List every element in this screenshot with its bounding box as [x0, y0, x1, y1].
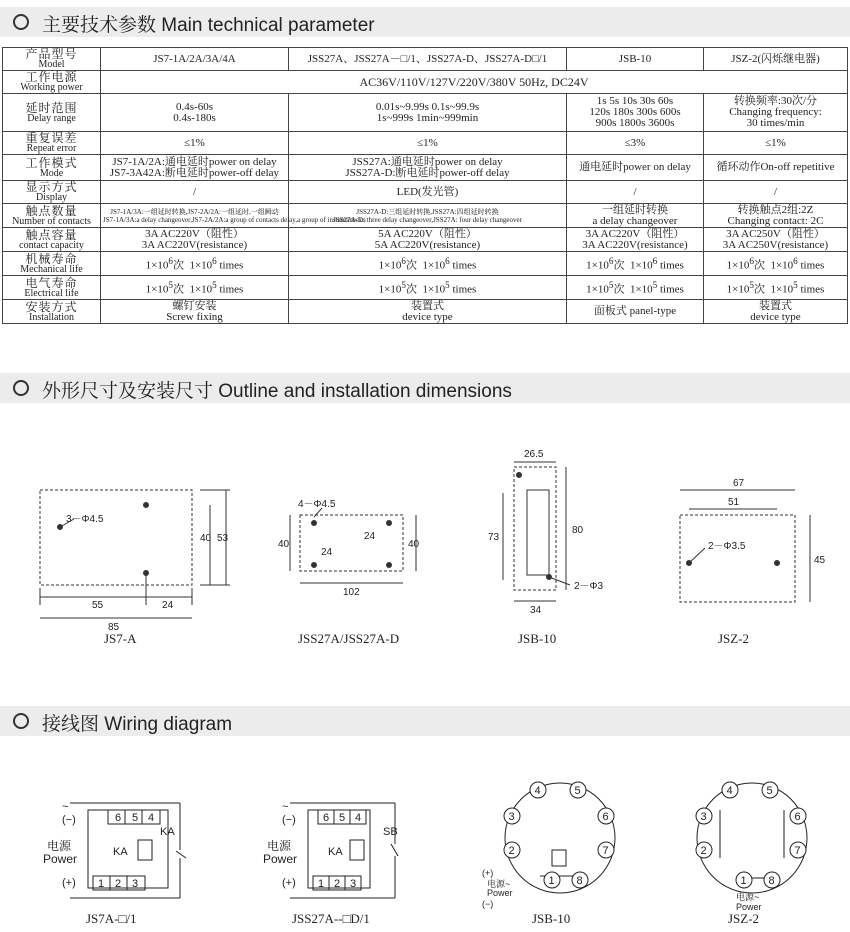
plus-label: (+) [282, 877, 296, 889]
pin-6: 6 [323, 812, 330, 824]
table-cell [289, 228, 567, 252]
cell-line: Changing contact: 2C [727, 214, 824, 227]
cell-line: JSS27A:通电延时power on delay [352, 155, 503, 168]
pin-4: 4 [355, 812, 362, 824]
caption-js7a: JS7-A [104, 631, 137, 646]
table-cell: $1\times 10^5$次 $1\times 10^5$ times [289, 276, 567, 300]
table-cell [289, 181, 567, 204]
table-cell [704, 181, 848, 204]
cell-line: / [773, 185, 778, 198]
table-cell [101, 132, 289, 155]
pin-5: 5 [339, 812, 346, 824]
cell-line: ≤3% [624, 136, 646, 149]
table-cell [289, 94, 567, 132]
pin-number: 4 [726, 785, 733, 797]
spec-table [2, 47, 848, 324]
table-cell [704, 132, 848, 155]
label-cn: 电气寿命 [25, 275, 78, 290]
table-row [3, 300, 848, 324]
pin-2: 2 [334, 878, 341, 890]
pin-3: 3 [350, 878, 357, 890]
table-row [3, 71, 848, 94]
table-cell [101, 300, 289, 324]
table-cell: $1\times 10^6$次 $1\times 10^6$ times [567, 252, 704, 276]
dim-24b: 24 [321, 547, 333, 558]
cell-line: JS7-1A/2A/3A/4A [153, 52, 236, 65]
pin-number: 7 [794, 845, 801, 857]
cell-line: 3A AC250V（阻性） [726, 227, 825, 240]
pin-number: 4 [534, 785, 541, 797]
label-cn: 延时范围 [25, 100, 78, 115]
caption-jss27a: JSS27A/JSS27A-D [298, 631, 400, 646]
label-cn: 触点数量 [25, 203, 78, 218]
row-label [3, 204, 101, 228]
label-en: Display [35, 192, 68, 203]
label-en: contact capacity [19, 239, 84, 251]
table-cell [101, 228, 289, 252]
cell-line: JS7-3A42A:断电延时power-off delay [109, 166, 280, 179]
dim-hole: 4－Φ4.5 [298, 499, 336, 510]
cell-line: ≤1% [184, 136, 205, 149]
dim-24: 24 [364, 531, 376, 542]
table-cell [101, 94, 289, 132]
cell-line: JSS27A-D:三组延时转换,JSS27A:四组延时转换 [356, 207, 499, 216]
cell-line: 5A AC220V（阻性） [378, 227, 477, 240]
table-cell [567, 204, 704, 228]
cell-line: 3A AC220V（阻性） [145, 227, 244, 240]
power-en: Power [43, 852, 78, 866]
dim-55: 55 [92, 600, 104, 611]
table-cell [101, 48, 289, 71]
label-cn: 机械寿命 [25, 251, 78, 266]
cell-line: 3A AC220V(resistance) [582, 238, 688, 251]
table-cell: $1\times 10^6$次 $1\times 10^6$ times [289, 252, 567, 276]
contact-label: SB [383, 826, 398, 838]
cell-line: LED(发光管) [396, 185, 459, 198]
pin-number: 5 [766, 785, 773, 797]
caption-jsz2: JSZ-2 [718, 631, 750, 646]
pin-number: 8 [768, 875, 775, 887]
cell-line: 3A AC250V(resistance) [722, 238, 829, 251]
wiring-jss27a [263, 801, 398, 898]
table-cell [567, 155, 704, 181]
section-header-tech [0, 7, 850, 37]
dim-hole: 2－Φ3 [574, 581, 604, 592]
cell-line: 螺钉安装 [172, 299, 217, 312]
wiring-diagrams [0, 738, 850, 913]
table-cell [567, 300, 704, 324]
dim-34: 34 [530, 605, 542, 616]
cell-line: JSS27A-D: three delay changeover,JSS27A: four delay changeover [333, 215, 522, 224]
cell-line: 30 times/min [746, 117, 805, 129]
cell-line: 循环动作On-off repetitive [716, 161, 835, 173]
outline-diagrams [0, 405, 850, 650]
table-cell [704, 204, 848, 228]
cell-line: 900s 1800s 3600s [595, 117, 675, 129]
label-en: Installation [29, 311, 74, 323]
cell-line: 通电延时power on delay [579, 161, 691, 173]
circle-bullet-icon [13, 380, 29, 396]
cell-line: device type [402, 310, 453, 323]
cell-line: 1s~999s 1min~999min [376, 111, 479, 124]
circle-bullet-icon [13, 713, 29, 729]
row-label [3, 276, 101, 300]
table-cell [567, 228, 704, 252]
dim-102: 102 [343, 587, 360, 598]
table-row [3, 204, 848, 228]
table-cell: $1\times 10^5$次 $1\times 10^5$ times [567, 276, 704, 300]
table-cell [289, 132, 567, 155]
cell-line: JS7-1A/3A:一组延时转换,JS7-2A/2A:一组延时,一组瞬动 [110, 207, 279, 216]
pin-number: 7 [602, 845, 609, 857]
table-row [3, 276, 848, 300]
label-en: Repeat error [26, 143, 77, 154]
dim-53: 53 [217, 533, 229, 544]
table-cell: $1\times 10^6$次 $1\times 10^6$ times [704, 252, 848, 276]
table-cell [289, 155, 567, 181]
cell-line: 120s 180s 300s 600s [589, 106, 681, 118]
dim-51: 51 [728, 497, 740, 508]
circle-bullet-icon [13, 14, 29, 30]
power-cn: 电源 [267, 839, 292, 853]
pin-2: 2 [115, 878, 122, 890]
cell-line: 一组延时转换 [602, 203, 668, 216]
dim-hole: 2－Φ3.5 [708, 541, 746, 552]
label-en: Working power [20, 82, 83, 93]
label-cn: 产品型号 [25, 47, 78, 61]
dim-80: 80 [572, 525, 584, 536]
table-row [3, 94, 848, 132]
cell-line: Changing frequency: [729, 106, 822, 118]
cell-line: / [633, 185, 637, 198]
coil-label: KA [113, 846, 128, 858]
pin-number: 5 [574, 785, 581, 797]
table-row [3, 228, 848, 252]
table-cell [289, 300, 567, 324]
label-cn: 重复误差 [25, 131, 78, 145]
pin-3: 3 [132, 878, 139, 890]
power-en: Power [736, 902, 762, 912]
label-en: Delay range [27, 112, 76, 124]
caption-jss27a-wiring: JSS27A--□D/1 [292, 911, 370, 926]
pin-6: 6 [115, 812, 122, 824]
section-header-wiring [0, 706, 850, 736]
table-cell [567, 94, 704, 132]
cell-line: 装置式 [759, 299, 792, 312]
table-cell [704, 48, 848, 71]
cell-line: 0.01s~9.99s 0.1s~99.9s [375, 100, 480, 113]
row-label [3, 48, 101, 71]
outline-jsb10 [488, 449, 604, 616]
power-cn: 电源 [47, 839, 72, 853]
cell-line: 0.4s-60s [176, 100, 213, 113]
cell-line: a delay changeover [592, 214, 678, 227]
dim-26-5: 26.5 [524, 449, 544, 460]
wiring-jsz2 [697, 783, 807, 893]
label-cn: 显示方式 [25, 180, 78, 194]
dim-73: 73 [488, 532, 500, 543]
cell-line: JSS27A-D:断电延时power-off delay [345, 166, 510, 179]
table-cell [567, 181, 704, 204]
table-cell [101, 204, 366, 228]
label-en: Mechanical life [20, 263, 83, 275]
label-cn: 安装方式 [25, 299, 78, 314]
table-cell: $1\times 10^5$次 $1\times 10^5$ times [704, 276, 848, 300]
contact-label: KA [160, 826, 175, 838]
table-cell: $1\times 10^6$次 $1\times 10^6$ times [101, 252, 289, 276]
wiring-jsb10 [505, 783, 615, 893]
table-row [3, 48, 848, 71]
pin-5: 5 [132, 812, 139, 824]
power-en: Power [263, 852, 298, 866]
pin-number: 6 [794, 811, 801, 823]
cell-line: JSB-10 [618, 52, 652, 65]
cell-line: JSZ-2(闪烁继电器) [731, 52, 820, 65]
dim-67: 67 [733, 478, 745, 489]
cell-line: 3A AC220V(resistance) [141, 238, 248, 251]
row-label [3, 94, 101, 132]
cell-line: 1s 5s 10s 30s 60s [596, 95, 674, 107]
ac-label: ~ [62, 801, 69, 813]
pin-number: 2 [508, 845, 515, 857]
power-cn: 电源~ [487, 879, 511, 889]
cell-line: 0.4s-180s [173, 111, 216, 124]
label-en: Number of contacts [12, 215, 91, 227]
cell-line: 5A AC220V(resistance) [374, 238, 481, 251]
cell-line: JS7-1A/2A:通电延时power on delay [112, 155, 277, 168]
label-en: Mode [39, 167, 64, 179]
section-title: 外形尺寸及安装尺寸 Outline and installation dimensions [42, 381, 512, 402]
table-cell [101, 181, 289, 204]
pin-number: 1 [548, 875, 555, 887]
pin-number: 3 [700, 811, 707, 823]
dim-hole: 3－Φ4.5 [66, 514, 104, 525]
section-header-outline [0, 373, 850, 403]
pin-number: 8 [576, 875, 583, 887]
section-title: 主要技术参数 Main technical parameter [42, 15, 375, 36]
label-cn: 触点容量 [25, 227, 78, 242]
pin-4: 4 [148, 812, 155, 824]
cell-line: JS7-1A/3A:a delay changeover,JS7-2A/2A:a group of contacts delay,a group of instantaneous [103, 215, 366, 224]
power-cn: 电源~ [736, 892, 760, 902]
table-cell: $1\times 10^5$次 $1\times 10^5$ times [101, 276, 289, 300]
table-cell [101, 155, 289, 181]
plus-label: (+) [62, 877, 76, 889]
table-cell [289, 48, 567, 71]
row-label [3, 181, 101, 204]
table-cell [704, 300, 848, 324]
label-en: Model [38, 59, 65, 70]
pin-number: 1 [740, 875, 747, 887]
cell-line: ≤1% [765, 136, 786, 149]
dim-24: 24 [162, 600, 174, 611]
table-cell [567, 132, 704, 155]
table-row [3, 181, 848, 204]
table-row [3, 252, 848, 276]
table-cell [704, 228, 848, 252]
dim-40: 40 [200, 533, 212, 544]
dim-85: 85 [108, 622, 120, 633]
plus-label: (+) [482, 868, 494, 878]
coil-label: KA [328, 846, 343, 858]
dim-40b: 40 [408, 539, 420, 550]
cell-line: / [192, 185, 197, 198]
row-label [3, 300, 101, 324]
outline-js7a [40, 490, 230, 633]
outline-jss27a [278, 499, 420, 598]
cell-line: Screw fixing [166, 310, 223, 323]
cell-line: ≤1% [417, 136, 438, 149]
cell-line: 面板式 panel-type [593, 305, 677, 317]
table-cell [567, 48, 704, 71]
table-cell [704, 155, 848, 181]
table-row [3, 155, 848, 181]
cell-line: JSS27A、JSS27A－□/1、JSS27A-D、JSS27A-D□/1 [307, 52, 548, 65]
caption-jsb10: JSB-10 [518, 631, 557, 646]
cell-line: device type [750, 310, 801, 323]
row-label [3, 155, 101, 181]
pin-1: 1 [318, 878, 325, 890]
label-en: Electrical life [24, 287, 79, 299]
dim-40: 40 [278, 539, 290, 550]
minus-label: (−) [282, 814, 296, 826]
power-en: Power [487, 888, 513, 898]
caption-jsb10-wiring: JSB-10 [532, 911, 571, 926]
row-label [3, 132, 101, 155]
pin-number: 6 [602, 811, 609, 823]
row-label [3, 228, 101, 252]
minus-label: (−) [62, 814, 76, 826]
cell-line: 装置式 [411, 299, 444, 312]
row-label [3, 252, 101, 276]
ac-label: ~ [282, 801, 289, 813]
outline-jsz2 [680, 478, 826, 602]
caption-js7a-wiring: JS7A-□/1 [86, 911, 137, 926]
pin-number: 3 [508, 811, 515, 823]
table-row [3, 132, 848, 155]
section-title: 接线图 Wiring diagram [42, 714, 233, 735]
table-cell: AC36V/110V/127V/220V/380V 50Hz, DC24V [101, 71, 848, 94]
pin-number: 2 [700, 845, 707, 857]
label-cn: 工作电源 [25, 70, 78, 84]
label-cn: 工作模式 [25, 155, 78, 170]
cell-line: 3A AC220V（阻性） [585, 227, 685, 240]
minus-label: (−) [482, 899, 494, 909]
cell-line: 转换频率:30次/分 [733, 95, 818, 107]
cell-line: 转换触点2组:2Z [737, 203, 814, 216]
pin-1: 1 [98, 878, 105, 890]
dim-45: 45 [814, 555, 826, 566]
table-cell [704, 94, 848, 132]
caption-jsz2-wiring: JSZ-2 [728, 911, 760, 926]
row-label [3, 71, 101, 94]
wiring-js7a [43, 801, 186, 898]
